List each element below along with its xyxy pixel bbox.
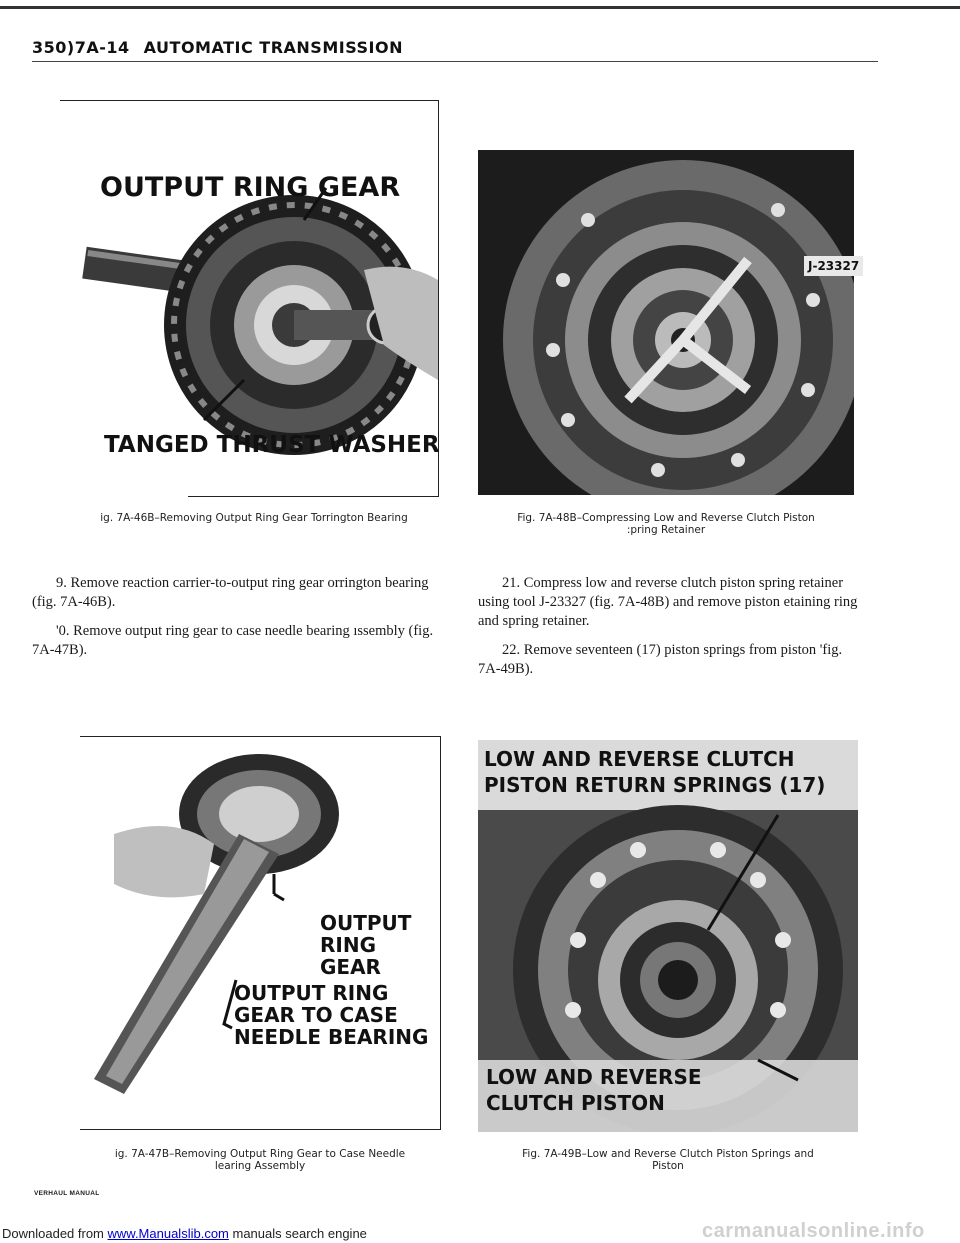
label-output-ring: OUTPUT RING [234,981,389,1005]
watermark: carmanualsonline.info [702,1220,925,1242]
label-clutch-piston-line1: LOW AND REVERSE [486,1065,702,1089]
label-springs-line1: LOW AND REVERSE CLUTCH [484,747,795,771]
label-ring: RING [320,933,376,957]
label-needle-bearing [234,982,428,1048]
header-rule [32,61,878,62]
figure-49b-caption-line2: Piston [652,1160,684,1172]
step-9: 9. Remove reaction carrier-to-output ring gear orrington bearing (fig. 7A-46B). [32,575,429,610]
figure-49b-caption [478,1148,858,1172]
figure-48b-caption-line1: Fig. 7A-48B–Compressing Low and Reverse Clutch Piston [517,512,815,524]
download-prefix: Downloaded from [2,1226,108,1241]
footer-manual-label: VERHAUL MANUAL [34,1190,100,1197]
label-output-ring-gear: OUTPUT RING GEAR [100,172,401,203]
label-gear-to-case: GEAR TO CASE [234,1003,398,1027]
label-needle-bearing-text: NEEDLE BEARING [234,1025,429,1049]
section-title: AUTOMATIC TRANSMISSION [143,38,403,57]
step-10: '0. Remove output ring gear to case needle bearing ıssembly (fig. 7A-47B). [32,623,434,658]
right-column-text [478,574,858,689]
output-ring-gear-drawing [82,188,438,455]
figure-47b-caption [80,1148,440,1172]
figure-49b-caption-line1: Fig. 7A-49B–Low and Reverse Clutch Piston Springs and [522,1148,814,1160]
figure-47b-caption-line2: learing Assembly [214,1160,306,1172]
label-output: OUTPUT [320,911,412,935]
clutch-compression-photo [478,150,854,495]
download-notice [2,1226,367,1241]
figure-48b-photo [478,150,854,495]
top-border [0,6,960,9]
label-output-ring-gear-2 [320,912,411,978]
label-gear: GEAR [320,955,381,979]
step-21: 21. Compress low and reverse clutch piston spring retainer using tool J-23327 (fig. 7A-48B) and remove piston etaining ring and spring retainer. [478,575,858,629]
figure-48b-caption-line2: :pring Retainer [626,524,706,536]
tool-label-j23327: J-23327 [804,256,863,276]
figure-46b-caption: ig. 7A-46B–Removing Output Ring Gear Torrington Bearing [100,512,408,524]
label-tanged-thrust-washer: TANGED THRUST WASHER [104,432,440,458]
manualslib-link[interactable]: www.Manualslib.com [107,1226,229,1241]
figure-48b-caption [478,512,854,536]
left-column-text [32,574,442,670]
label-clutch-piston-line2: CLUTCH PISTON [486,1091,665,1115]
label-clutch-piston [486,1064,702,1116]
download-suffix: manuals search engine [228,1226,367,1241]
page-header [32,38,403,57]
figure-47b-caption-line1: ig. 7A-47B–Removing Output Ring Gear to Case Needle [114,1148,406,1160]
label-springs [484,746,825,798]
page-number: 350)7A-14 [32,38,130,57]
label-springs-line2: PISTON RETURN SPRINGS (17) [484,773,826,797]
step-22: 22. Remove seventeen (17) piston springs from piston 'fig. 7A-49B). [478,642,843,677]
